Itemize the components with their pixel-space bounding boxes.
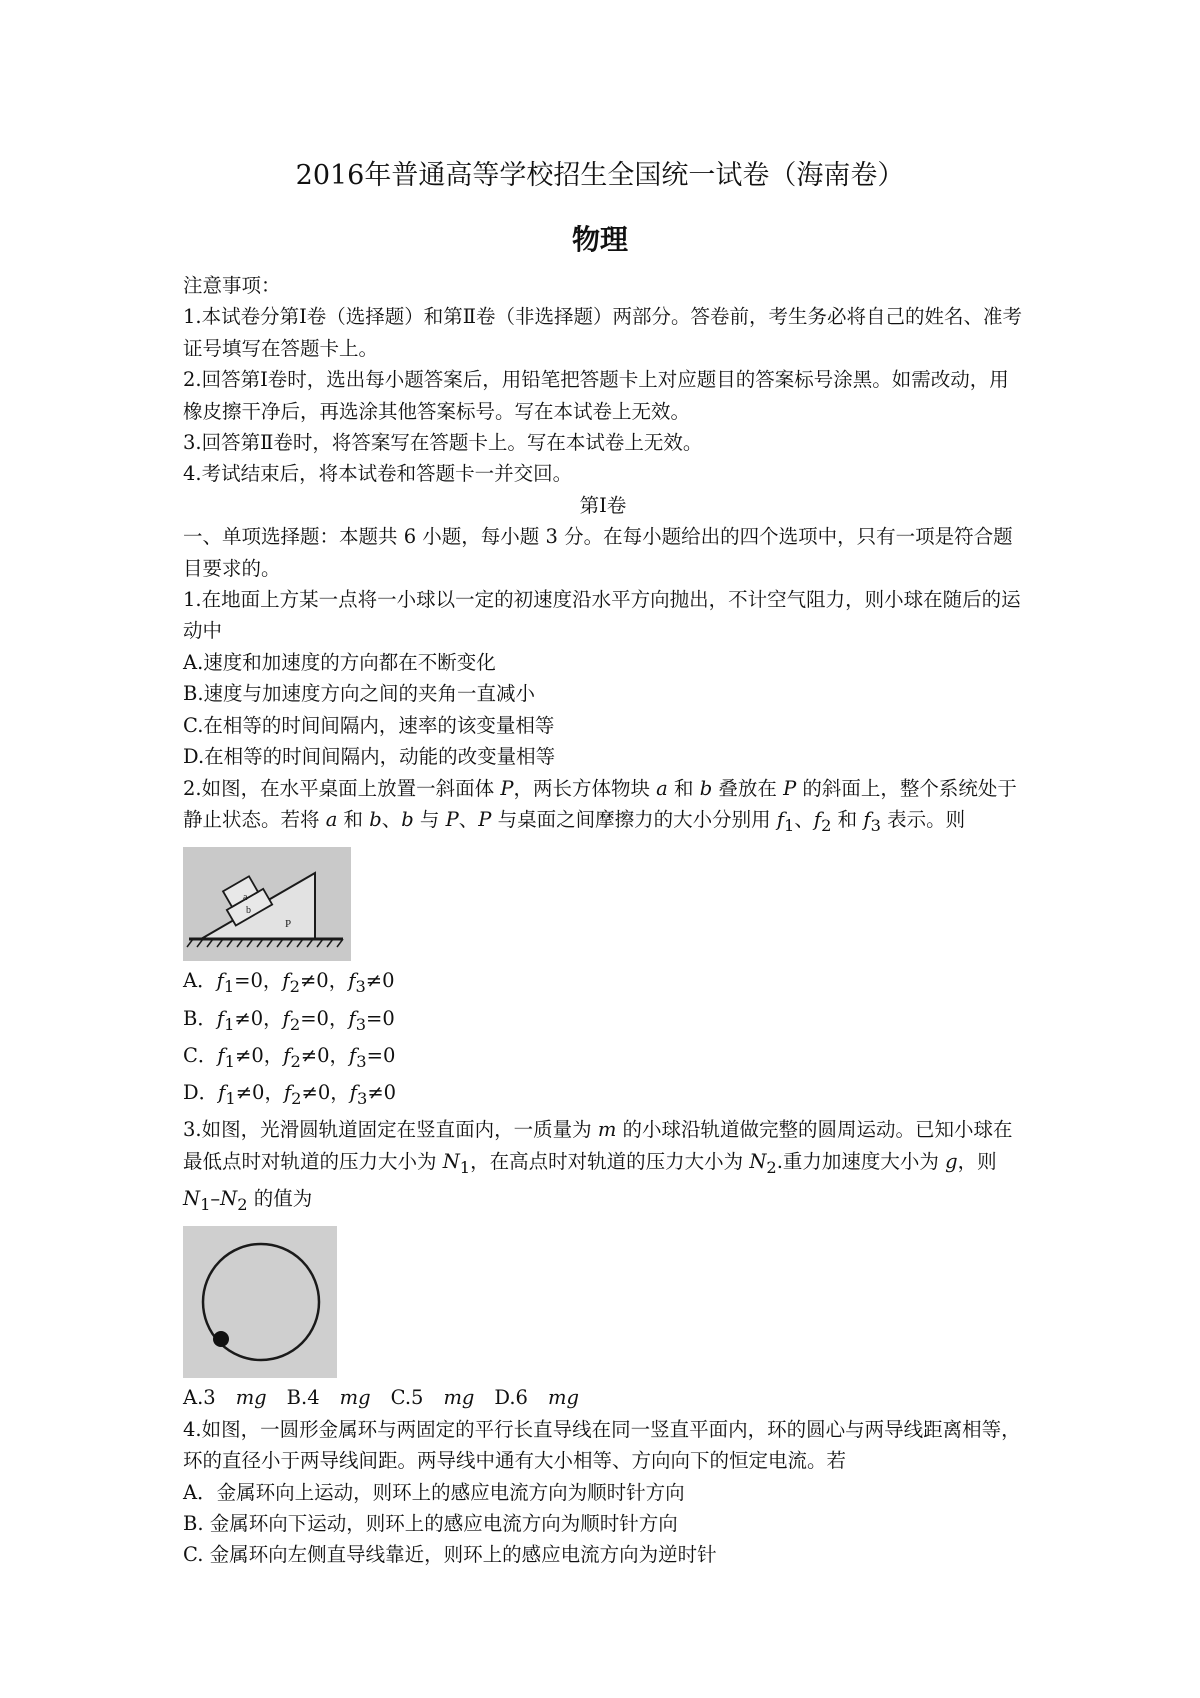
question-4-option: A．金属环向上运动，则环上的感应电流方向为顺时针方向 bbox=[183, 1480, 685, 1504]
subject-title: 物理 bbox=[571, 223, 628, 256]
question-3-options bbox=[183, 1382, 1023, 1413]
question-3-option: C.5 mg bbox=[390, 1386, 475, 1410]
volume-title: 第Ⅰ卷 bbox=[579, 493, 627, 517]
notice-heading: 注意事项： bbox=[183, 274, 281, 297]
incline-diagram bbox=[183, 847, 351, 961]
question-1-option: D.在相等的时间间隔内，动能的改变量相等 bbox=[183, 745, 556, 769]
small-ball bbox=[213, 1331, 229, 1347]
question-4-option: C. 金属环向左侧直导线靠近，则环上的感应电流方向为逆时针 bbox=[183, 1543, 717, 1567]
notice-item: 4.考试结束后，将本试卷和答题卡一并交回。 bbox=[183, 462, 573, 486]
question-1-option: C.在相等的时间间隔内，速率的该变量相等 bbox=[183, 713, 555, 737]
notice-item: 3.回答第Ⅱ卷时，将答案写在答题卡上。写在本试卷上无效。 bbox=[183, 431, 703, 455]
question-1-option: A.速度和加速度的方向都在不断变化 bbox=[183, 650, 496, 674]
circle-track-figure bbox=[183, 1226, 1023, 1378]
exam-title: 2016年普通高等学校招生全国统一试卷（海南卷） bbox=[295, 160, 905, 191]
question-3-stem: 3.如图，光滑圆轨道固定在竖直面内，一质量为 m 的小球沿轨道做完整的圆周运动。已知小球在最低点时对轨道的压力大小为 $N_1$，在高点时对轨道的压力大小为 $N_2$.重力加速度大小为 g，则 $N_1-N_2$ 的值为 bbox=[183, 1118, 1013, 1214]
block-b-label: b bbox=[246, 905, 251, 917]
notice-item: 1.本试卷分第Ⅰ卷（选择题）和第Ⅱ卷（非选择题）两部分。答卷前，考生务必将自己的姓名、准考证号填写在答题卡上。 bbox=[183, 305, 1023, 360]
question-2-stem: 2.如图，在水平桌面上放置一斜面体 P，两长方体物块 a 和 b 叠放在 P 的斜面上，整个系统处于静止状态。若将 a 和 b、b 与 P、P 与桌面之间摩擦力的大小分别用 $f_1$、$f_2$ 和 $f_3$ 表示。则 bbox=[183, 776, 1017, 835]
circle-track-diagram bbox=[183, 1226, 337, 1378]
question-2-option: B．$f_1\ne 0$，$f_2=0$，$f_3=0$ bbox=[183, 1006, 395, 1034]
question-2-option: D．$f_1\ne 0$，$f_2\ne 0$，$f_3\ne 0$ bbox=[183, 1081, 397, 1108]
incline-figure bbox=[183, 847, 1023, 961]
incline-p-label: P bbox=[285, 918, 292, 931]
question-4-stem: 4.如图，一圆形金属环与两固定的平行长直导线在同一竖直平面内，环的圆心与两导线距离相等，环的直径小于两导线间距。两导线中通有大小相等、方向向下的恒定电流。若 bbox=[183, 1417, 1021, 1473]
question-3-option: D.6 mg bbox=[494, 1386, 579, 1410]
question-1-option: B.速度与加速度方向之间的夹角一直减小 bbox=[183, 682, 536, 706]
figure-background bbox=[183, 1226, 337, 1378]
question-2-option: A．$f_1=0$，$f_2\ne 0$，$f_3\ne 0$ bbox=[183, 969, 395, 997]
notice-item: 2.回答第Ⅰ卷时，选出每小题答案后，用铅笔把答题卡上对应题目的答案标号涂黑。如需改动，用橡皮擦干净后，再选涂其他答案标号。写在本试卷上无效。 bbox=[183, 368, 1009, 423]
question-3-option: B.4 mg bbox=[286, 1386, 371, 1410]
question-3-option: A.3 mg bbox=[183, 1386, 267, 1410]
question-2-option: C．$f_1\ne 0$，$f_2\ne 0$，$f_3=0$ bbox=[183, 1043, 396, 1071]
exam-content bbox=[183, 270, 1023, 1571]
block-a-label: a bbox=[243, 892, 248, 904]
question-1-stem: 1.在地面上方某一点将一小球以一定的初速度沿水平方向抛出，不计空气阻力，则小球在随后的运动中 bbox=[183, 588, 1021, 643]
section-heading: 一、单项选择题：本题共 6 小题，每小题 3 分。在每小题给出的四个选项中，只有一项是符合题目要求的。 bbox=[183, 525, 1013, 580]
question-4-option: B. 金属环向下运动，则环上的感应电流方向为顺时针方向 bbox=[183, 1512, 678, 1536]
